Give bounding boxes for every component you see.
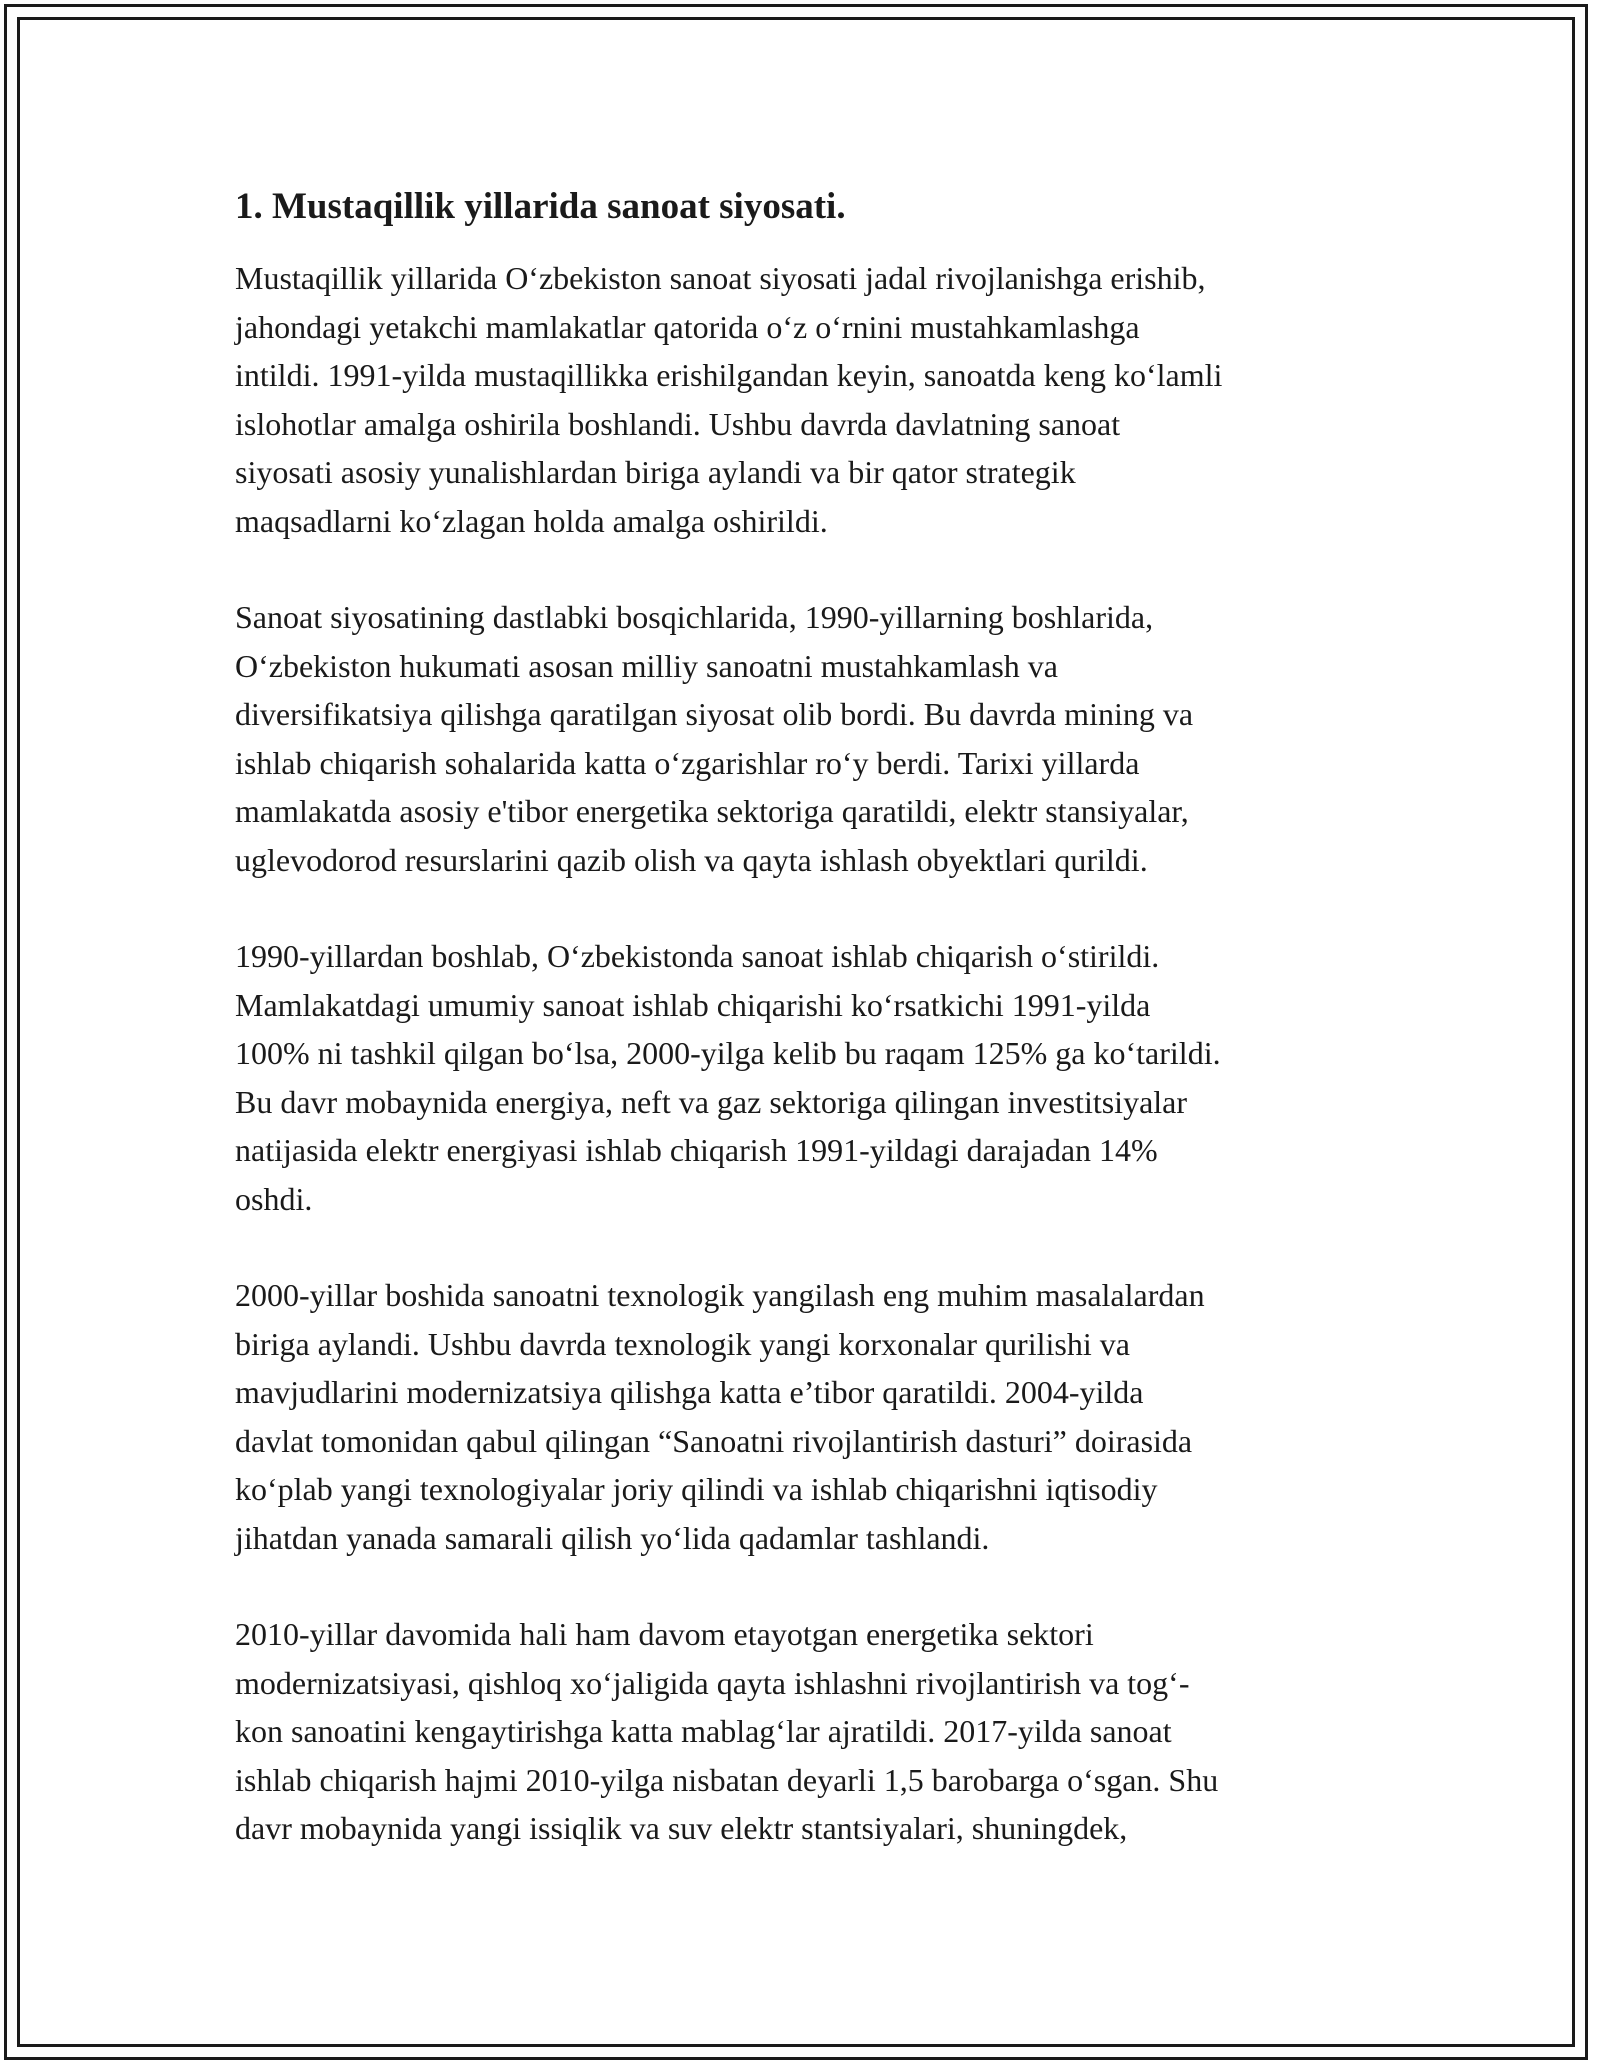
- text-line: oshdi.: [235, 1180, 313, 1217]
- text-line: Mamlakatdagi umumiy sanoat ishlab chiqarishi ko‘rsatkichi 1991-yilda: [235, 986, 1151, 1023]
- paragraph-list: [235, 254, 1375, 1853]
- text-line: islohotlar amalga oshirila boshlandi. Ushbu davrda davlatning sanoat: [235, 405, 1121, 442]
- text-line: davlat tomonidan qabul qilingan “Sanoatni rivojlantirish dasturi” doirasida: [235, 1422, 1193, 1459]
- text-line: uglevodorod resurslarini qazib olish va qayta ishlash obyektlari qurildi.: [235, 841, 1148, 878]
- text-line: O‘zbekiston hukumati asosan milliy sanoatni mustahkamlash va: [235, 647, 1058, 684]
- text-line: siyosati asosiy yunalishlardan biriga aylandi va bir qator strategik: [235, 454, 1076, 491]
- document-body: [235, 185, 1375, 1901]
- text-line: 1990-yillardan boshlab, O‘zbekistonda sanoat ishlab chiqarish o‘stirildi.: [235, 938, 1160, 975]
- text-line: Sanoat siyosatining dastlabki bosqichlarida, 1990-yillarning boshlarida,: [235, 599, 1154, 636]
- paragraph: [235, 254, 1375, 545]
- text-line: diversifikatsiya qilishga qaratilgan siyosat olib bordi. Bu davrda mining va: [235, 696, 1194, 733]
- text-line: ishlab chiqarish sohalarida katta o‘zgarishlar ro‘y berdi. Tarixi yillarda: [235, 744, 1140, 781]
- text-line: 2000-yillar boshida sanoatni texnologik yangilash eng muhim masalalardan: [235, 1277, 1205, 1314]
- paragraph: [235, 593, 1375, 884]
- text-line: 100% ni tashkil qilgan bo‘lsa, 2000-yilga kelib bu raqam 125% ga ko‘tarildi.: [235, 1035, 1221, 1072]
- text-line: ko‘plab yangi texnologiyalar joriy qilindi va ishlab chiqarishni iqtisodiy: [235, 1471, 1158, 1508]
- text-line: Mustaqillik yillarida O‘zbekiston sanoat siyosati jadal rivojlanishga erishib,: [235, 260, 1206, 297]
- text-line: davr mobaynida yangi issiqlik va suv elektr stantsiyalari, shuningdek,: [235, 1810, 1128, 1847]
- paragraph: [235, 932, 1375, 1223]
- text-line: Bu davr mobaynida energiya, neft va gaz sektoriga qilingan investitsiyalar: [235, 1083, 1188, 1120]
- text-line: modernizatsiyasi, qishloq xo‘jaligida qayta ishlashni rivojlantirish va tog‘-: [235, 1664, 1190, 1701]
- text-line: mavjudlarini modernizatsiya qilishga katta e’tibor qaratildi. 2004-yilda: [235, 1374, 1144, 1411]
- text-line: maqsadlarni ko‘zlagan holda amalga oshirildi.: [235, 502, 828, 539]
- text-line: jihatdan yanada samarali qilish yo‘lida qadamlar tashlandi.: [235, 1519, 990, 1556]
- text-line: intildi. 1991-yilda mustaqillikka erishilgandan keyin, sanoatda keng ko‘lamli: [235, 357, 1223, 394]
- text-line: mamlakatda asosiy e'tibor energetika sektoriga qaratildi, elektr stansiyalar,: [235, 793, 1189, 830]
- text-line: ishlab chiqarish hajmi 2010-yilga nisbatan deyarli 1,5 barobarga o‘sgan. Shu: [235, 1761, 1219, 1798]
- text-line: jahondagi yetakchi mamlakatlar qatorida o‘z o‘rnini mustahkamlashga: [235, 308, 1140, 345]
- text-line: 2010-yillar davomida hali ham davom etayotgan energetika sektori: [235, 1616, 1094, 1653]
- text-line: natijasida elektr energiyasi ishlab chiqarish 1991-yildagi darajadan 14%: [235, 1132, 1158, 1169]
- paragraph: [235, 1610, 1375, 1853]
- paragraph: [235, 1271, 1375, 1562]
- text-line: biriga aylandi. Ushbu davrda texnologik yangi korxonalar qurilishi va: [235, 1325, 1130, 1362]
- section-title: 1. Mustaqillik yillarida sanoat siyosati.: [235, 186, 846, 227]
- text-line: kon sanoatini kengaytirishga katta mablag‘lar ajratildi. 2017-yilda sanoat: [235, 1713, 1172, 1750]
